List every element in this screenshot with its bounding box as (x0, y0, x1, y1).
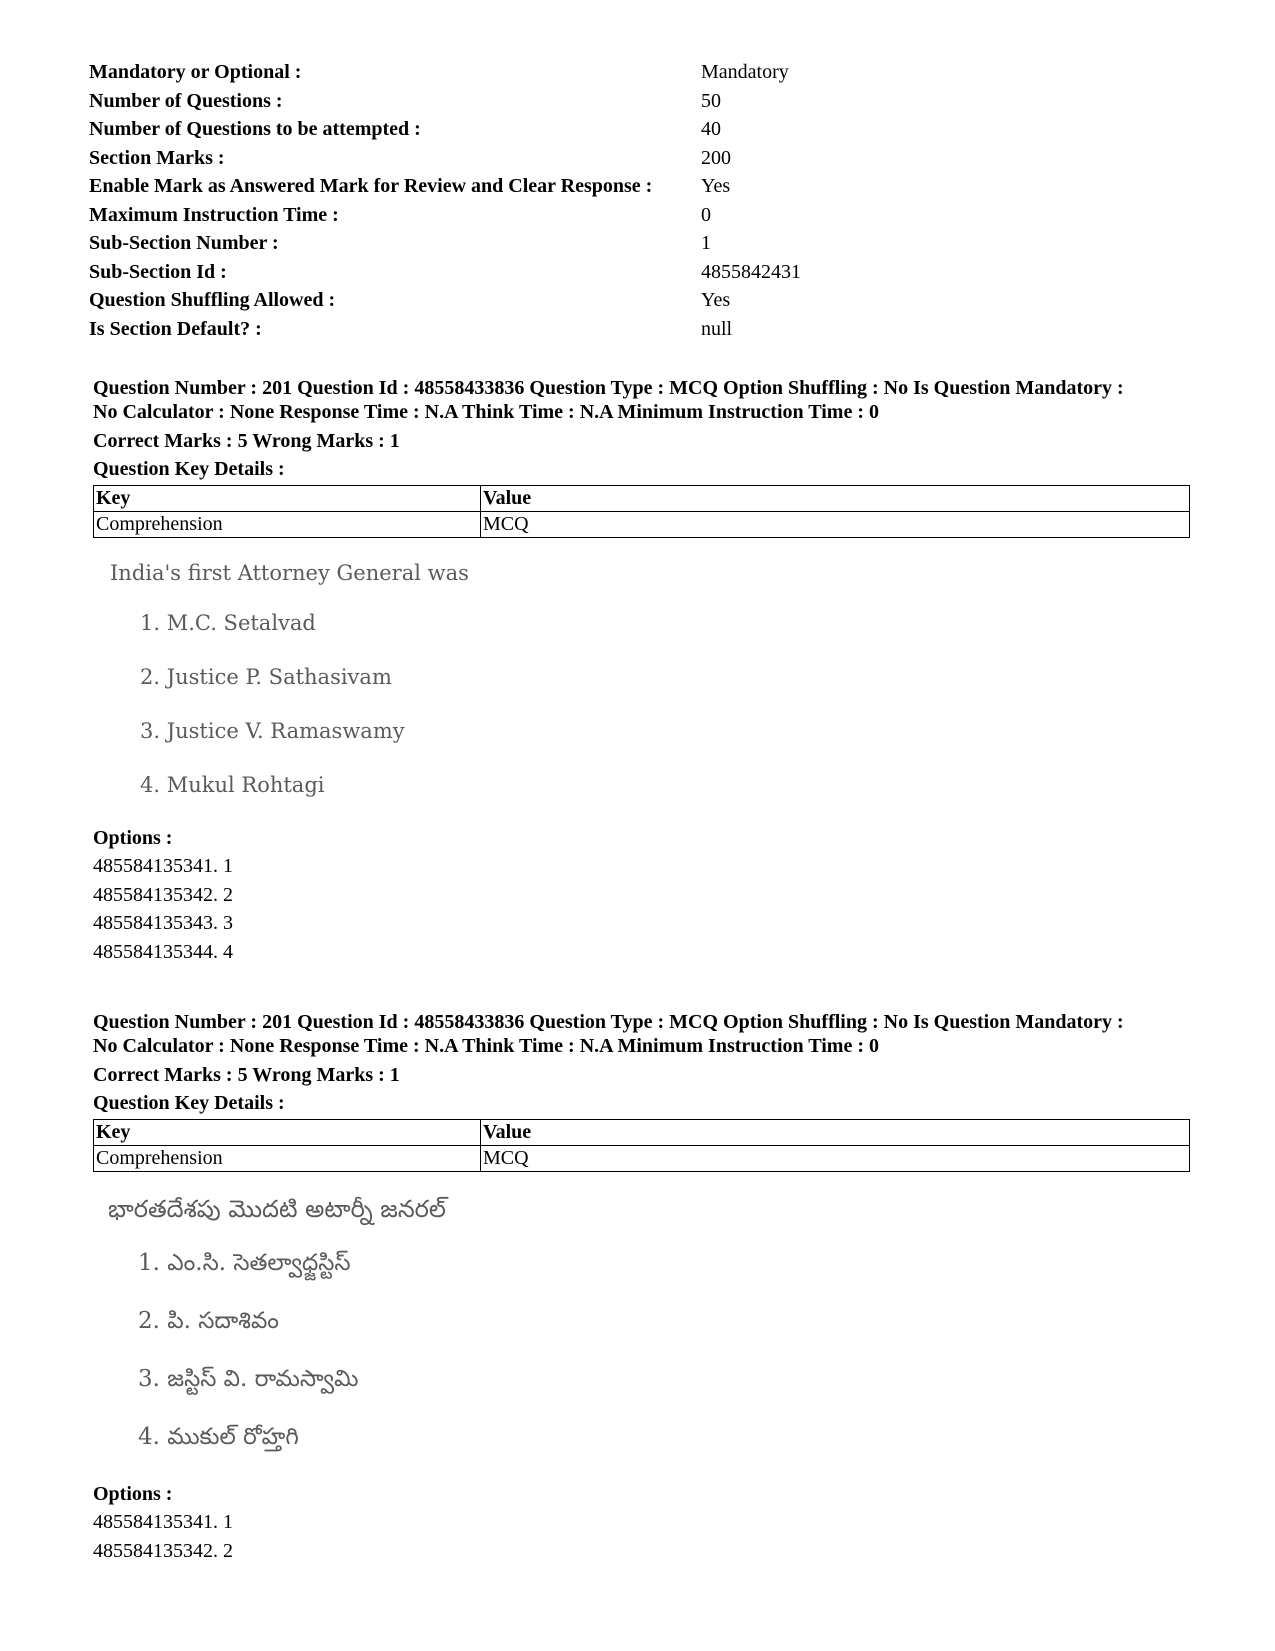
question-header-line1: Question Number : 201 Question Id : 48558433836 Question Type : MCQ Option Shuffling : No Is Question Mandatory : (93, 377, 1124, 399)
question-header-line2: No Calculator : None Response Time : N.A Think Time : N.A Minimum Instruction Time : 0 (93, 401, 879, 423)
info-row (89, 172, 1189, 201)
info-label: Enable Mark as Answered Mark for Review and Clear Response : (89, 175, 653, 197)
question-header (93, 1010, 1193, 1058)
question-choice: 1. M.C. Setalvad (140, 611, 316, 635)
info-label: Number of Questions to be attempted : (89, 118, 421, 140)
info-value: 0 (701, 203, 711, 226)
option-line: 485584135341. 1 (93, 855, 233, 877)
value-column-header: Value (481, 486, 1190, 512)
info-value: null (701, 317, 733, 340)
options-label: Options : (93, 1483, 173, 1505)
question-marks: Correct Marks : 5 Wrong Marks : 1 (93, 430, 400, 452)
info-row (89, 87, 1189, 116)
key-table-row (94, 1146, 1190, 1172)
option-line: 485584135344. 4 (93, 940, 233, 963)
info-row (89, 201, 1189, 230)
question-choices (140, 608, 1193, 824)
question-header (93, 376, 1193, 424)
question-key-details-label: Question Key Details : (93, 1092, 285, 1114)
question-key-table (93, 485, 1190, 538)
value-cell: MCQ (481, 512, 1190, 538)
option-line: 485584135342. 2 (93, 883, 233, 906)
question-choice: 4. ముకుల్ రోహ్తగి (138, 1424, 299, 1450)
question-stem: భారతదేశపు మొదటి అటార్నీ జనరల్ (108, 1195, 446, 1223)
info-label: Maximum Instruction Time : (89, 203, 339, 226)
info-label: Mandatory or Optional : (89, 61, 302, 83)
key-cell: Comprehension (94, 512, 481, 538)
info-row (89, 315, 1189, 344)
info-label: Sub-Section Id : (89, 260, 227, 283)
question-header-line1: Question Number : 201 Question Id : 48558433836 Question Type : MCQ Option Shuffling : No Is Question Mandatory : (93, 1011, 1124, 1033)
info-row (89, 115, 1189, 144)
value-column-header: Value (481, 1120, 1190, 1146)
question-stem: India's first Attorney General was (110, 561, 469, 585)
options-label: Options : (93, 827, 173, 849)
info-value: Mandatory (701, 61, 789, 83)
option-line: 485584135343. 3 (93, 912, 233, 934)
info-label: Section Marks : (89, 146, 225, 169)
question-header-line2: No Calculator : None Response Time : N.A Think Time : N.A Minimum Instruction Time : 0 (93, 1035, 879, 1057)
question-choice: 3. జస్టిస్ వి. రామస్వామి (138, 1366, 359, 1392)
question-block-english (93, 376, 1193, 966)
key-table-header-row (94, 486, 1190, 512)
info-value: Yes (701, 175, 731, 197)
key-column-header: Key (94, 486, 481, 512)
info-row (89, 286, 1189, 315)
question-image (93, 558, 1193, 824)
option-line: 485584135342. 2 (93, 1539, 233, 1562)
question-choice: 4. Mukul Rohtagi (140, 773, 325, 797)
info-label: Sub-Section Number : (89, 232, 279, 254)
option-line: 485584135341. 1 (93, 1511, 233, 1533)
info-value: 50 (701, 89, 721, 112)
question-choices (138, 1248, 1193, 1480)
key-table-header-row (94, 1120, 1190, 1146)
question-choice: 2. పి. సదాశివం (138, 1308, 279, 1334)
info-value: 40 (701, 118, 721, 140)
question-block-telugu (93, 1010, 1193, 1565)
question-marks: Correct Marks : 5 Wrong Marks : 1 (93, 1064, 400, 1086)
key-table-row (94, 512, 1190, 538)
value-cell: MCQ (481, 1146, 1190, 1172)
info-value: Yes (701, 289, 731, 311)
info-label: Number of Questions : (89, 89, 283, 112)
info-row (89, 229, 1189, 258)
info-value: 1 (701, 232, 711, 254)
question-key-details-label: Question Key Details : (93, 458, 285, 480)
question-choice: 3. Justice V. Ramaswamy (140, 719, 405, 743)
info-label: Question Shuffling Allowed : (89, 289, 336, 311)
question-choice: 2. Justice P. Sathasivam (140, 665, 392, 689)
question-image (93, 1194, 1193, 1480)
info-row (89, 258, 1189, 287)
key-column-header: Key (94, 1120, 481, 1146)
info-row (89, 58, 1189, 87)
info-label: Is Section Default? : (89, 317, 262, 340)
key-cell: Comprehension (94, 1146, 481, 1172)
question-choice: 1. ఎం.సి. సెతల్వాధ్జస్టిస్ (138, 1250, 351, 1276)
info-row (89, 144, 1189, 173)
question-key-table (93, 1119, 1190, 1172)
section-info (89, 58, 1189, 343)
info-value: 4855842431 (701, 260, 801, 283)
info-value: 200 (701, 146, 731, 169)
